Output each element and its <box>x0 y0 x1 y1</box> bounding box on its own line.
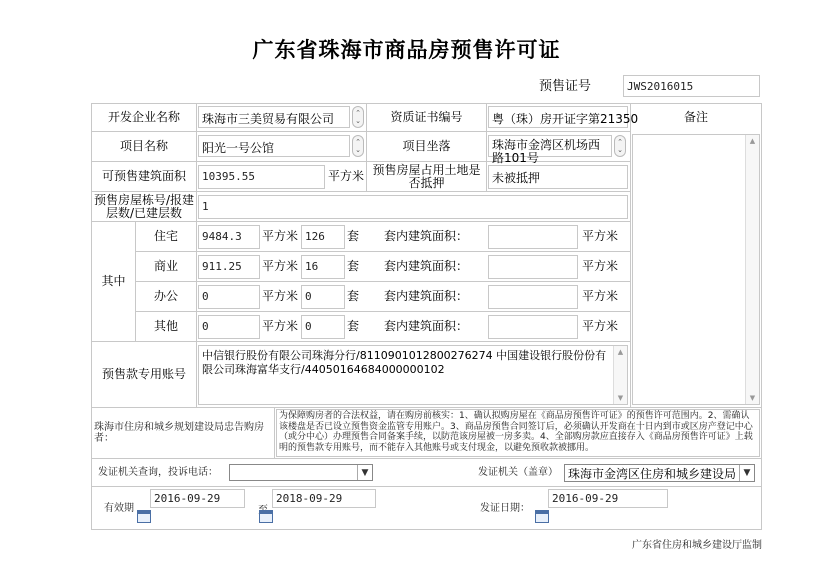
issuer-select[interactable] <box>564 464 755 482</box>
row-count-field[interactable]: 0 <box>301 315 345 339</box>
floors-field[interactable]: 1 <box>198 195 628 219</box>
row-inner-unit: 平方米 <box>581 259 618 273</box>
calendar-icon[interactable] <box>535 510 549 523</box>
row-count-field[interactable]: 16 <box>301 255 345 279</box>
row-count-field[interactable]: 0 <box>301 285 345 309</box>
inquiry-select[interactable] <box>229 464 373 481</box>
account-scrollbar[interactable]: ▲ ▼ <box>613 346 627 404</box>
mortgage-field[interactable]: 未被抵押 <box>488 165 628 189</box>
row-area-unit: 平方米 <box>261 289 298 303</box>
row-count-unit: 套 <box>346 319 359 333</box>
account-label: 预售款专用账号 <box>101 367 186 381</box>
row-area-unit: 平方米 <box>261 259 298 273</box>
validity-from-field[interactable]: 2016-09-29 <box>150 489 245 508</box>
row-area-field[interactable]: 911.25 <box>198 255 260 279</box>
account-text: 中信银行股份有限公司珠海分行/8110901012800276274 中国建设银行股份份有限公司珠海富华支行/44050164684000000102 <box>202 349 607 376</box>
area-field[interactable]: 10395.55 <box>198 165 325 189</box>
page-title: 广东省珠海市商品房预售许可证 <box>252 37 561 62</box>
remark-textarea[interactable] <box>632 134 760 405</box>
row-type: 住宅 <box>153 229 178 243</box>
project-field[interactable]: 阳光一号公馆 <box>198 135 350 157</box>
location-scroll-icon[interactable]: ⌃ ⌄ <box>614 135 626 157</box>
row-area-field[interactable]: 0 <box>198 315 260 339</box>
project-scroll-icon[interactable]: ⌃ ⌄ <box>352 135 364 157</box>
notice-label: 珠海市住房和城乡规划建设局忠告购房者： <box>94 422 264 444</box>
issue-date-field[interactable]: 2016-09-29 <box>548 489 668 508</box>
validity-to-field[interactable]: 2018-09-29 <box>272 489 376 508</box>
mortgage-label: 预售房屋占用土地是否抵押 <box>372 162 481 190</box>
row-inner-field[interactable] <box>488 285 578 309</box>
location-label: 项目坐落 <box>402 139 451 153</box>
location-field[interactable]: 珠海市金湾区机场西路101号 <box>488 135 612 157</box>
row-inner-label: 套内建筑面积： <box>383 289 468 303</box>
row-inner-label: 套内建筑面积： <box>383 229 468 243</box>
row-inner-unit: 平方米 <box>581 229 618 243</box>
row-inner-unit: 平方米 <box>581 319 618 333</box>
validity-label: 有效期 <box>104 502 134 514</box>
remark-scrollbar[interactable]: ▲ ▼ <box>745 135 759 404</box>
chevron-down-icon: ▼ <box>739 465 754 481</box>
row-inner-field[interactable] <box>488 315 578 339</box>
floors-label: 预售房屋栋号/报建层数/已建层数 <box>93 192 195 220</box>
row-type: 办公 <box>153 289 178 303</box>
area-unit: 平方米 <box>327 169 364 183</box>
row-area-unit: 平方米 <box>261 229 298 243</box>
row-inner-label: 套内建筑面积： <box>383 259 468 273</box>
area-label: 可预售建筑面积 <box>101 169 186 183</box>
row-inner-label: 套内建筑面积： <box>383 319 468 333</box>
row-type: 商业 <box>153 259 178 273</box>
notice-textarea[interactable] <box>276 409 760 457</box>
permit-number-field[interactable]: JWS2016015 <box>623 75 760 97</box>
account-textarea[interactable] <box>198 345 628 405</box>
footer-text: 广东省住房和城乡建设厅监制 <box>632 540 762 551</box>
project-label: 项目名称 <box>119 139 168 153</box>
row-inner-field[interactable] <box>488 225 578 249</box>
developer-field[interactable]: 珠海市三美贸易有限公司 <box>198 106 350 128</box>
row-inner-field[interactable] <box>488 255 578 279</box>
other-label: 其中 <box>101 274 126 288</box>
developer-scroll-icon[interactable]: ⌃ ⌄ <box>352 106 364 128</box>
row-area-field[interactable]: 9484.3 <box>198 225 260 249</box>
row-count-unit: 套 <box>346 289 359 303</box>
row-type: 其他 <box>153 319 178 333</box>
inquiry-label: 发证机关查询，投诉电话： <box>98 467 218 478</box>
cert-label: 资质证书编号 <box>390 110 463 124</box>
developer-label: 开发企业名称 <box>107 110 180 124</box>
row-count-unit: 套 <box>346 229 359 243</box>
row-area-field[interactable]: 0 <box>198 285 260 309</box>
issuer-label: 发证机关（盖章） <box>478 467 558 478</box>
cert-field[interactable]: 粤（珠）房开证字第21350 <box>488 106 628 128</box>
remark-label: 备注 <box>683 110 708 124</box>
issuer-select-value: 珠海市金湾区住房和城乡建设局 <box>568 466 737 481</box>
row-count-unit: 套 <box>346 259 359 273</box>
calendar-icon[interactable] <box>259 510 273 523</box>
notice-text: 为保障购房者的合法权益，请在购房前核实：1、确认拟购房屋在《商品房预售许可证》的预售许可范围内。2、需确认该楼盘是否已设立预售资金监管专用账户。3、商品房预售合同签订后，必须确认开发商在十日内到市或区房产登记中心（或分中心）办理预售合同备案手续，以防范该房屋被一房多卖。4、全部购房款应直接存入《商品房预售许可证》上载明的预售款专用账号，而不能存入其他账号或支付现金，以避免预收款被挪用。 <box>279 411 753 453</box>
permit-label: 预售证号 <box>538 78 591 94</box>
row-count-field[interactable]: 126 <box>301 225 345 249</box>
issue-date-label: 发证日期： <box>480 502 530 514</box>
row-inner-unit: 平方米 <box>581 289 618 303</box>
calendar-icon[interactable] <box>137 510 151 523</box>
row-area-unit: 平方米 <box>261 319 298 333</box>
chevron-down-icon: ▼ <box>357 465 372 480</box>
